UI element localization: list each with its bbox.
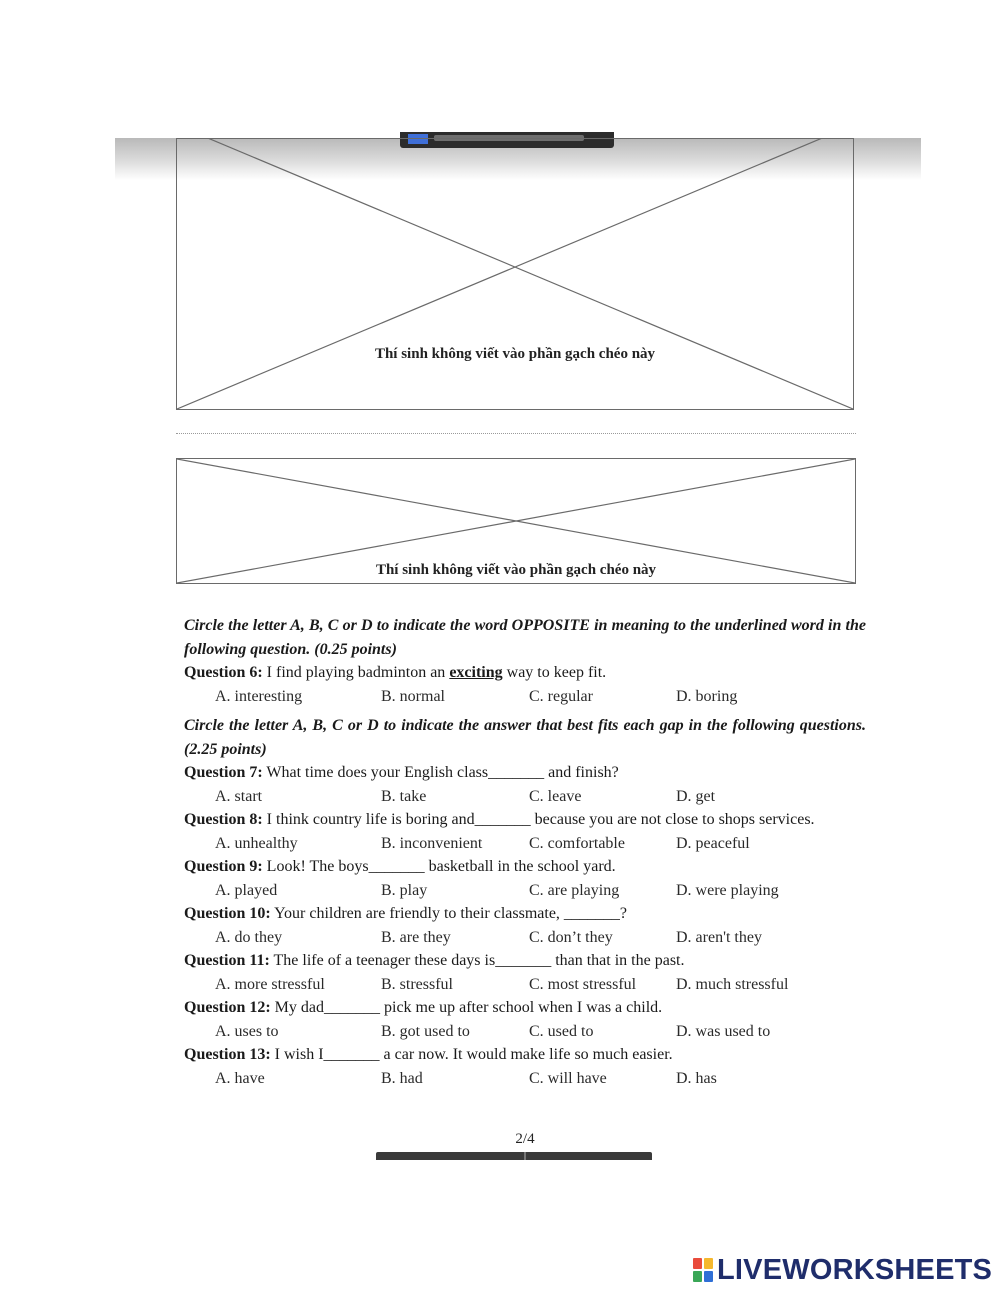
option-b[interactable]: B. had — [381, 1069, 423, 1087]
option-d[interactable]: D. get — [676, 787, 716, 805]
logo-cell — [693, 1258, 702, 1269]
section-instruction: Circle the letter A, B, C or D to indicate the word OPPOSITE in meaning to the underlined word in the following question. (0.25 points) — [184, 617, 866, 658]
option-a[interactable]: A. start — [215, 787, 263, 805]
viewer-page-bar — [376, 1152, 652, 1160]
question-7 — [184, 761, 866, 785]
question-9 — [184, 855, 866, 879]
option-c[interactable]: C. used to — [529, 1022, 594, 1040]
option-c[interactable]: C. leave — [529, 787, 582, 805]
option-a[interactable]: A. uses to — [215, 1022, 279, 1040]
question-label: Question 7: — [184, 764, 263, 781]
option-c[interactable]: C. most stressful — [529, 975, 637, 993]
logo-cell — [693, 1271, 702, 1282]
underlined-word: exciting — [449, 664, 503, 681]
answer-options — [184, 879, 866, 903]
question-text: My dad_______ pick me up after school when I was a child. — [270, 999, 663, 1016]
question-text: I find playing badminton an — [262, 664, 450, 681]
answer-options — [184, 973, 866, 997]
question-12 — [184, 996, 866, 1020]
diagonal-cross-lines — [177, 139, 853, 409]
question-11 — [184, 949, 866, 973]
question-label: Question 6: — [184, 664, 263, 681]
question-text: way to keep fit. — [502, 664, 607, 681]
option-c[interactable]: C. don’t they — [529, 928, 613, 946]
option-b[interactable]: B. got used to — [381, 1022, 470, 1040]
option-b[interactable]: B. inconvenient — [381, 834, 483, 852]
no-write-notice: Thí sinh không viết vào phần gạch chéo này — [375, 562, 657, 578]
option-a[interactable]: A. played — [215, 881, 278, 899]
option-c[interactable]: C. are playing — [529, 881, 620, 899]
option-d[interactable]: D. much stressful — [676, 975, 789, 993]
option-a[interactable]: A. unhealthy — [215, 834, 298, 852]
answer-options — [184, 1020, 866, 1044]
logo-cell — [704, 1271, 713, 1282]
logo-cell — [704, 1258, 713, 1269]
question-text: The life of a teenager these days is_______ than that in the past. — [269, 952, 685, 969]
option-d[interactable]: D. boring — [676, 687, 738, 705]
cut-line-divider — [176, 433, 856, 434]
option-b[interactable]: B. play — [381, 881, 428, 899]
option-b[interactable]: B. take — [381, 787, 427, 805]
option-c[interactable]: C. comfortable — [529, 834, 625, 852]
question-label: Question 12: — [184, 999, 271, 1016]
question-label: Question 10: — [184, 905, 271, 922]
option-c[interactable]: C. regular — [529, 687, 593, 705]
question-13 — [184, 1043, 866, 1067]
no-write-notice: Thí sinh không viết vào phần gạch chéo này — [374, 346, 656, 362]
option-a[interactable]: A. have — [215, 1069, 265, 1087]
question-text: Your children are friendly to their classmate, _______? — [270, 905, 628, 922]
question-6 — [184, 661, 866, 685]
option-d[interactable]: D. peaceful — [676, 834, 750, 852]
option-b[interactable]: B. normal — [381, 687, 445, 705]
option-a[interactable]: A. interesting — [215, 687, 303, 705]
question-10 — [184, 902, 866, 926]
question-label: Question 13: — [184, 1046, 271, 1063]
question-text: I wish I_______ a car now. It would make life so much easier. — [270, 1046, 673, 1063]
no-write-box-large — [176, 138, 854, 410]
question-content — [184, 614, 866, 1090]
answer-options — [184, 785, 866, 809]
option-d[interactable]: D. has — [676, 1069, 717, 1087]
option-d[interactable]: D. aren't they — [676, 928, 762, 946]
question-text: Look! The boys_______ basketball in the school yard. — [262, 858, 616, 875]
option-c[interactable]: C. will have — [529, 1069, 607, 1087]
option-a[interactable]: A. more stressful — [215, 975, 325, 993]
question-text: What time does your English class_______ and finish? — [262, 764, 619, 781]
question-8 — [184, 808, 866, 832]
brand-name: LIVEWORKSHEETS — [717, 1253, 993, 1286]
answer-options — [184, 926, 866, 950]
answer-options — [184, 832, 866, 856]
option-b[interactable]: B. are they — [381, 928, 451, 946]
option-d[interactable]: D. were playing — [676, 881, 779, 899]
option-b[interactable]: B. stressful — [381, 975, 453, 993]
page-number: 2/4 — [515, 1131, 535, 1147]
answer-options — [184, 685, 866, 709]
no-write-box-small — [176, 458, 856, 584]
logo-mark-icon — [693, 1258, 713, 1282]
question-text: I think country life is boring and_______ because you are not close to shops services. — [262, 811, 815, 828]
question-label: Question 11: — [184, 952, 270, 969]
question-label: Question 9: — [184, 858, 263, 875]
option-d[interactable]: D. was used to — [676, 1022, 771, 1040]
answer-options — [184, 1067, 866, 1091]
liveworksheets-logo — [693, 1254, 992, 1286]
section-instruction: Circle the letter A, B, C or D to indicate the answer that best fits each gap in the following questions. (2.25 points) — [184, 717, 866, 758]
question-label: Question 8: — [184, 811, 263, 828]
option-a[interactable]: A. do they — [215, 928, 283, 946]
